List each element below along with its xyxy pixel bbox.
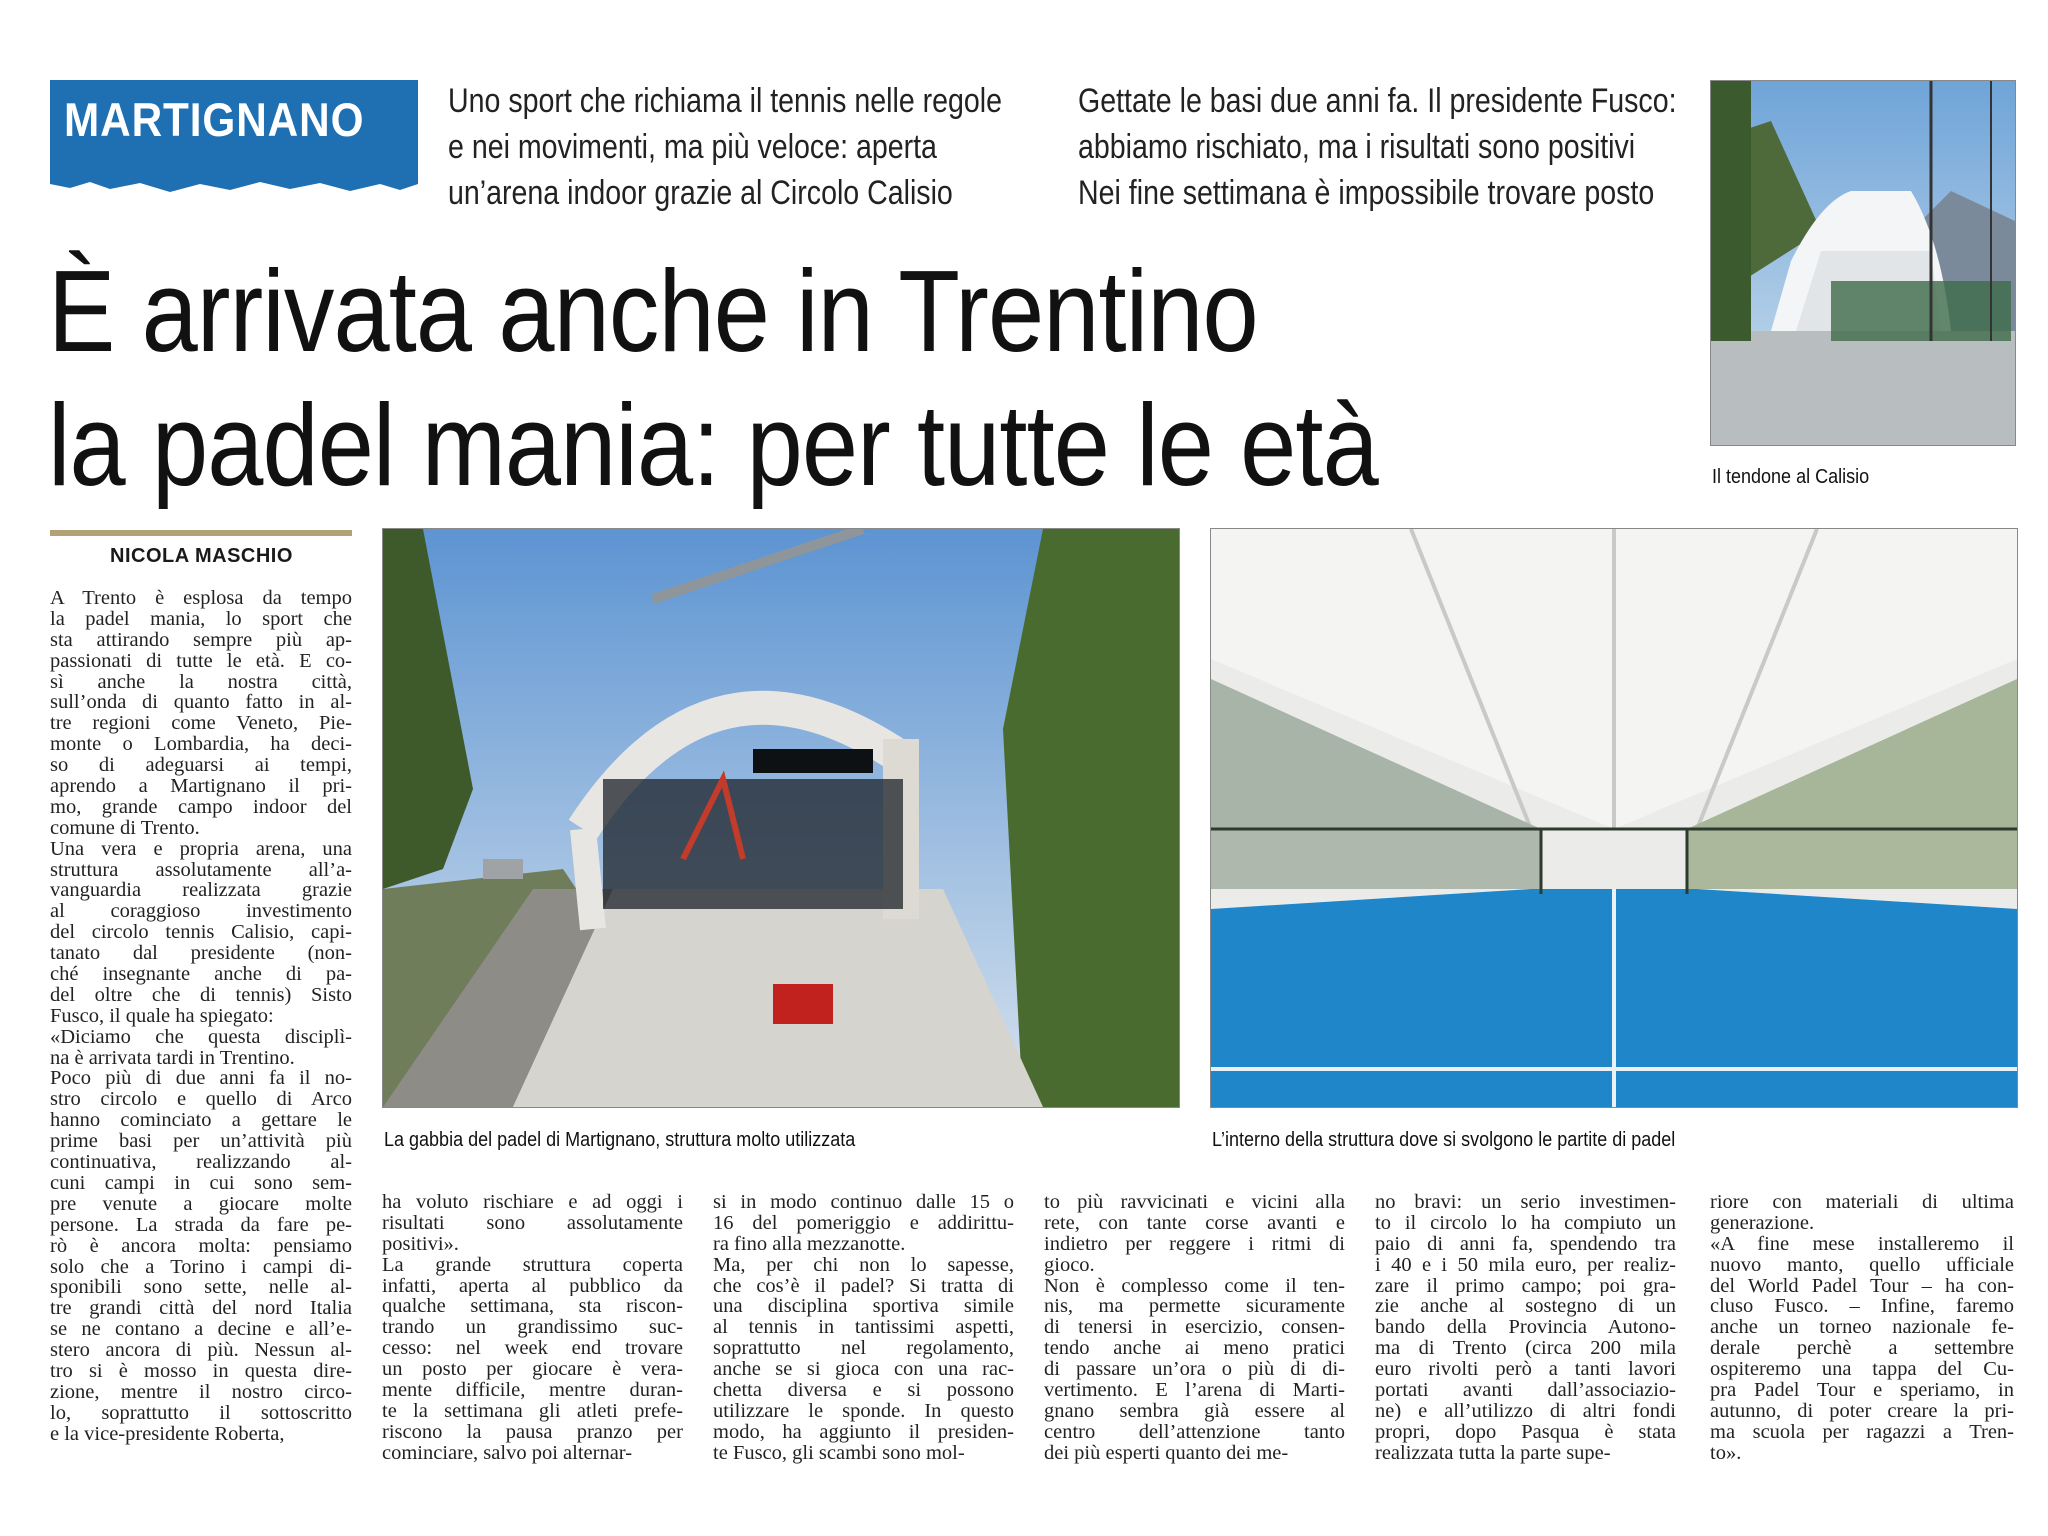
article-line: nis, ma permette sicuramente <box>1044 1296 1345 1318</box>
article-column-6 <box>1710 1192 2014 1464</box>
byline-rule <box>50 530 352 536</box>
byline: NICOLA MASCHIO <box>110 545 293 567</box>
article-line: monte o Lombardia, ha deci- <box>50 734 352 756</box>
article-line: lo, soprattutto il sottoscritto <box>50 1402 352 1424</box>
headline-line: È arrivata anche in Trentino <box>48 246 1258 376</box>
article-line: comune di Trento. <box>50 817 200 839</box>
article-line: tre regioni come Veneto, Pie- <box>50 713 352 735</box>
article-line: sta attirando sempre più ap- <box>50 629 352 651</box>
article-line: generazione. <box>1710 1212 1815 1234</box>
article-line: un posto per giocare è vera- <box>382 1359 683 1381</box>
article-column-4 <box>1044 1192 1345 1464</box>
article-line: cesso: nel week end trovare <box>382 1338 683 1360</box>
deck-line: e nei movimenti, ma più veloce: aperta <box>448 128 937 166</box>
article-line: Poco più di due anni fa il no- <box>50 1068 352 1090</box>
article-line: modo, ha aggiunto il presiden- <box>713 1421 1014 1443</box>
article-line: ne) e all’utilizzo di altri fondi <box>1375 1400 1676 1422</box>
article-line: struttura assolutamente all’a- <box>50 859 352 881</box>
article-line: ha voluto rischiare e ad oggi i <box>382 1192 683 1213</box>
article-line: infatti, aperta al pubblico da <box>382 1275 683 1297</box>
article-line: del oltre che di tennis) Sisto <box>50 984 352 1006</box>
article-line: la padel mania, lo sport che <box>50 608 352 630</box>
article-line: cuni campi in cui sono sem- <box>50 1172 352 1194</box>
deck-line: Nei fine settimana è impossibile trovare posto <box>1078 174 1655 212</box>
article-line: pre venute a giocare molte <box>50 1193 352 1215</box>
article-line: so di adeguarsi ai tempi, <box>50 755 352 777</box>
article-line: paio di anni fa, spendendo tra <box>1375 1233 1676 1255</box>
article-line: Ma, per chi non lo sapesse, <box>713 1254 1014 1276</box>
section-label: MARTIGNANO <box>64 93 365 146</box>
article-line: tre grandi città del nord Italia <box>50 1298 352 1320</box>
cage-photo-image <box>383 529 1179 1107</box>
article-line: riscono la pausa pranzo per <box>382 1421 683 1443</box>
article-line: aprendo a Martignano il pri- <box>50 776 352 797</box>
article-line: indietro per reggere i ritmi di <box>1044 1233 1345 1255</box>
article-line: ché insegnante anche di pa- <box>50 964 352 985</box>
article-line: di passare un’ora o più di di- <box>1044 1359 1345 1381</box>
article-column-2 <box>382 1192 683 1464</box>
article-line: realizzata tutta la parte supe- <box>1375 1442 1611 1464</box>
article-line: che cos’è il padel? Si tratta di <box>713 1275 1014 1297</box>
article-line: autunno, di poter creare la pri- <box>1710 1400 2014 1422</box>
article-line: solo che a Torino i campi di- <box>50 1256 352 1278</box>
article-line: sponibili sono sette, nelle al- <box>50 1277 352 1299</box>
article-line: ospiteremo una tappa del Cu- <box>1710 1359 2014 1381</box>
article-line: prime basi per un’attività più <box>50 1131 352 1153</box>
article-line: A Trento è esplosa da tempo <box>50 588 352 609</box>
article-line: Non è complesso come il ten- <box>1044 1275 1345 1297</box>
article-line: to». <box>1710 1442 1742 1464</box>
cage-photo <box>382 528 1180 1108</box>
deck-line: Gettate le basi due anni fa. Il presidente Fusco: <box>1078 82 1677 120</box>
article-line: passionati di tutte le età. E co- <box>50 650 352 672</box>
article-line: utilizzare le sponde. In questo <box>713 1400 1014 1422</box>
article-line: tanato dal presidente (non- <box>50 943 352 965</box>
article-line: rò è ancora molta: pensiamo <box>50 1235 352 1257</box>
tent-caption: Il tendone al Calisio <box>1712 466 1870 488</box>
deck-line: un’arena indoor grazie al Circolo Calisio <box>448 174 953 212</box>
article-line: euro rivolti però a tanti lavori <box>1375 1359 1676 1381</box>
article-line: Fusco, il quale ha spiegato: <box>50 1005 274 1027</box>
article-line: vanguardia realizzata grazie <box>50 880 352 902</box>
article-line: vertimento. E l’arena di Marti- <box>1044 1380 1345 1401</box>
article-line: continuativa, realizzando al- <box>50 1152 352 1173</box>
article-line: e la vice-presidente Roberta, <box>50 1423 285 1445</box>
interior-photo-image <box>1211 529 2017 1107</box>
article-line: si in modo continuo dalle 15 o <box>713 1192 1014 1213</box>
article-line: se ne contano a decine e all’e- <box>50 1319 352 1341</box>
article-line: stro circolo e quello di Arco <box>50 1089 352 1111</box>
article-line: tro si è mosso in questa dire- <box>50 1360 352 1382</box>
deck-line: abbiamo rischiato, ma i risultati sono positivi <box>1078 128 1636 166</box>
article-line: zare il primo campo; poi gra- <box>1375 1275 1676 1297</box>
article-line: mente difficile, mentre duran- <box>382 1380 683 1401</box>
article-line: 16 del pomeriggio e addirittu- <box>713 1212 1014 1234</box>
article-line: ma di Trento (circa 200 mila <box>1375 1338 1676 1360</box>
article-line: to il circolo lo ha compiuto un <box>1375 1212 1676 1234</box>
article-line: rete, con tante corse avanti e <box>1044 1212 1345 1234</box>
article-line: positivi». <box>382 1233 459 1255</box>
article-line: i 40 e i 50 mila euro, per realiz- <box>1375 1254 1676 1276</box>
headline-line: la padel mania: per tutte le età <box>48 380 1378 510</box>
article-line: cominciare, salvo poi alternar- <box>382 1442 633 1464</box>
article-line: zione, mentre il nostro circo- <box>50 1381 352 1403</box>
article-line: trando un grandissimo suc- <box>382 1317 683 1339</box>
article-line: anche un torneo nazionale fe- <box>1710 1317 2014 1339</box>
article-line: gioco. <box>1044 1254 1095 1276</box>
article-line: derale perchè a settembre <box>1710 1338 2014 1360</box>
article-line: di tenersi in esercizio, consen- <box>1044 1317 1345 1339</box>
article-line: dei più esperti quanto dei me- <box>1044 1442 1289 1464</box>
article-line: to più ravvicinati e vicini alla <box>1044 1192 1345 1213</box>
interior-photo <box>1210 528 2018 1108</box>
article-line: soprattutto nel regolamento, <box>713 1338 1014 1360</box>
article-line: bando della Provincia Autono- <box>1375 1317 1676 1339</box>
deck-right <box>1078 78 1677 216</box>
article-line: hanno cominciato a gettare le <box>50 1110 352 1132</box>
article-line: risultati sono assolutamente <box>382 1212 683 1234</box>
article-line: chetta diversa e si possono <box>713 1380 1014 1401</box>
article-line: nuovo manto, quello ufficiale <box>1710 1254 2014 1276</box>
section-tag <box>50 80 418 200</box>
article-line: sì anche la nostra città, <box>50 671 352 693</box>
article-line: ma scuola per ragazzi a Tren- <box>1710 1421 2014 1443</box>
article-line: sull’onda di quanto fatto in al- <box>50 692 352 714</box>
article-line: no bravi: un serio investimen- <box>1375 1192 1676 1213</box>
headline <box>48 244 1378 512</box>
article-line: una disciplina sportiva simile <box>713 1296 1014 1318</box>
article-line: te Fusco, gli scambi sono mol- <box>713 1442 965 1464</box>
tent-photo <box>1710 80 2016 446</box>
article-line: del World Padel Tour – ha con- <box>1710 1275 2014 1297</box>
article-line: ra fino alla mezzanotte. <box>713 1233 906 1255</box>
article-line: portati avanti dall’associazio- <box>1375 1380 1676 1401</box>
article-column-5 <box>1375 1192 1676 1464</box>
article-column-3 <box>713 1192 1014 1464</box>
article-line: na è arrivata tardi in Trentino. <box>50 1047 295 1069</box>
article-line: stero ancora di più. Nessun al- <box>50 1340 352 1361</box>
article-column-1 <box>50 588 352 1445</box>
article-line: anche se si gioca con una rac- <box>713 1359 1014 1381</box>
article-line: del circolo tennis Calisio, capi- <box>50 922 352 944</box>
article-line: riore con materiali di ultima <box>1710 1192 2014 1213</box>
article-line: persone. La strada da fare pe- <box>50 1214 352 1236</box>
interior-caption: L’interno della struttura dove si svolgono le partite di padel <box>1212 1129 1676 1151</box>
deck-line: Uno sport che richiama il tennis nelle regole <box>448 82 1003 120</box>
article-line: al coraggioso investimento <box>50 901 352 923</box>
article-line: mo, grande campo indoor del <box>50 796 352 818</box>
article-line: qualche settimana, sta riscon- <box>382 1296 683 1318</box>
article-line: zie anche al sostegno di un <box>1375 1296 1676 1318</box>
article-line: gnano sembra già essere al <box>1044 1400 1345 1422</box>
tent-photo-image <box>1711 81 2015 445</box>
article-line: tendo anche ai meno pratici <box>1044 1338 1345 1360</box>
article-line: te la settimana gli atleti prefe- <box>382 1400 683 1422</box>
article-line: «A fine mese installeremo il <box>1710 1233 2014 1255</box>
article-line: al tennis in tantissimi aspetti, <box>713 1317 1014 1339</box>
cage-caption: La gabbia del padel di Martignano, struttura molto utilizzata <box>384 1129 856 1151</box>
article-line: pra Padel Tour e speriamo, in <box>1710 1380 2014 1401</box>
article-line: La grande struttura coperta <box>382 1254 683 1276</box>
article-line: propri, dopo Pasqua è stata <box>1375 1421 1676 1443</box>
article-line: cluso Fusco. – Infine, faremo <box>1710 1296 2014 1318</box>
article-line: «Diciamo che questa disciplì- <box>50 1026 352 1048</box>
article-line: Una vera e propria arena, una <box>50 838 352 860</box>
article-line: centro dell’attenzione tanto <box>1044 1421 1345 1443</box>
deck-left <box>448 78 1002 216</box>
